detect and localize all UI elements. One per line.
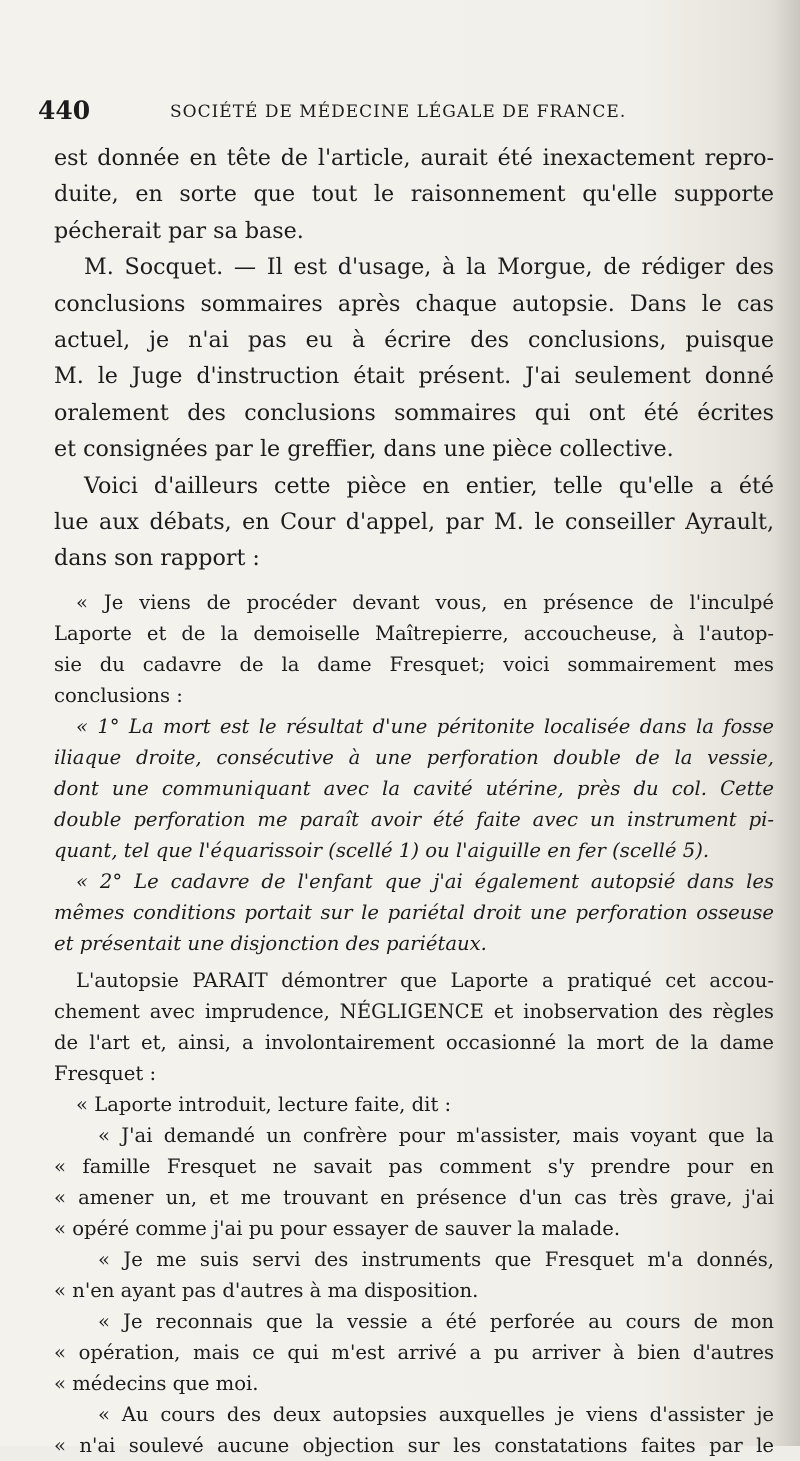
text-line: « Au cours des deux autopsies auxquelles je viens d'assister je [98, 1402, 774, 1426]
text-line: « n'ai soulevé aucune objection sur les constatations faites par le [54, 1433, 774, 1457]
text-line: M. le Juge d'instruction était présent. J'ai seulement donné [54, 363, 774, 390]
text-line: Fresquet : [54, 1061, 157, 1085]
text-line: chement avec imprudence, NÉGLIGENCE et inobservation des règles [54, 999, 774, 1023]
paragraph [54, 1089, 774, 1120]
text-line: de l'art et, ainsi, a involontairement occasionné la mort de la dame [54, 1030, 774, 1054]
paragraph [54, 249, 774, 467]
italic-paragraph [54, 711, 774, 866]
text-line: est donnée en tête de l'article, aurait été inexactement repro- [54, 145, 774, 171]
quoted-paragraph [54, 1120, 774, 1244]
text-line: « Je viens de procéder devant vous, en présence de l'inculpé [76, 590, 774, 614]
page-number: 440 [38, 96, 91, 125]
text-line: L'autopsie PARAIT démontrer que Laporte a pratiqué cet accou- [76, 968, 774, 992]
text-line: sie du cadavre de la dame Fresquet; voici sommairement mes [54, 652, 774, 676]
text-line: pécherait par sa base. [54, 217, 304, 244]
text-line: dont une communiquant avec la cavité utérine, près du col. Cette [54, 776, 774, 800]
italic-paragraph [54, 866, 774, 959]
text-line: « J'ai demandé un confrère pour m'assister, mais voyant que la [98, 1123, 774, 1147]
text-line: conclusions : [54, 683, 183, 707]
quoted-paragraph [54, 1399, 774, 1461]
text-line: « Je reconnais que la vessie a été perforée au cours de mon [98, 1309, 774, 1333]
text-line: « opéré comme j'ai pu pour essayer de sauver la malade. [54, 1216, 621, 1240]
text-line: conclusions sommaires après chaque autopsie. Dans le cas [54, 290, 774, 317]
page-header [38, 96, 738, 130]
running-head: SOCIÉTÉ DE MÉDECINE LÉGALE DE FRANCE. [170, 102, 627, 122]
quoted-paragraph [54, 1306, 774, 1399]
text-line: M. Socquet. — Il est d'usage, à la Morgue, de rédiger des [84, 254, 774, 281]
text-line: « n'en ayant pas d'autres à ma disposition. [54, 1278, 479, 1302]
text-line: « 1° La mort est le résultat d'une péritonite localisée dans la fosse [76, 714, 774, 738]
text-line: « Je me suis servi des instruments que Fresquet m'a donnés, [98, 1247, 774, 1271]
text-line: « médecins que moi. [54, 1371, 259, 1395]
text-line: quant, tel que l'équarissoir (scellé 1) ou l'aiguille en fer (scellé 5). [54, 838, 710, 862]
paragraph [54, 468, 774, 577]
body-text [54, 140, 774, 1461]
text-line: « Laporte introduit, lecture faite, dit : [76, 1092, 452, 1116]
text-line: duite, en sorte que tout le raisonnement qu'elle supporte [54, 181, 774, 208]
text-line: Laporte et de la demoiselle Maîtrepierre, accoucheuse, à l'autop- [54, 621, 774, 645]
text-line: actuel, je n'ai pas eu à écrire des conclusions, puisque [54, 327, 774, 354]
text-line: « famille Fresquet ne savait pas comment s'y prendre pour en [54, 1154, 774, 1178]
quoted-paragraph [54, 1244, 774, 1306]
text-line: iliaque droite, consécutive à une perforation double de la vessie, [54, 745, 774, 769]
text-line: et consignées par le greffier, dans une pièce collective. [54, 436, 674, 463]
text-line: double perforation me paraît avoir été faite avec un instrument pi- [54, 807, 774, 831]
text-line: et présentait une disjonction des pariétaux. [54, 931, 487, 955]
paragraph [54, 965, 774, 1089]
paragraph [54, 140, 774, 249]
text-line: « 2° Le cadavre de l'enfant que j'ai également autopsié dans les [76, 869, 774, 893]
quoted-paragraph [54, 587, 774, 711]
text-line: mêmes conditions portait sur le pariétal droit une perforation osseuse [54, 900, 774, 924]
text-line: Voici d'ailleurs cette pièce en entier, telle qu'elle a été [84, 472, 774, 499]
text-line: dans son rapport : [54, 545, 260, 572]
text-line: oralement des conclusions sommaires qui ont été écrites [54, 399, 774, 426]
page-edge-shadow [774, 0, 800, 1446]
text-line: lue aux débats, en Cour d'appel, par M. le conseiller Ayrault, [54, 509, 774, 536]
text-line: « opération, mais ce qui m'est arrivé a pu arriver à bien d'autres [54, 1340, 774, 1364]
text-line: « amener un, et me trouvant en présence d'un cas très grave, j'ai [54, 1185, 774, 1209]
